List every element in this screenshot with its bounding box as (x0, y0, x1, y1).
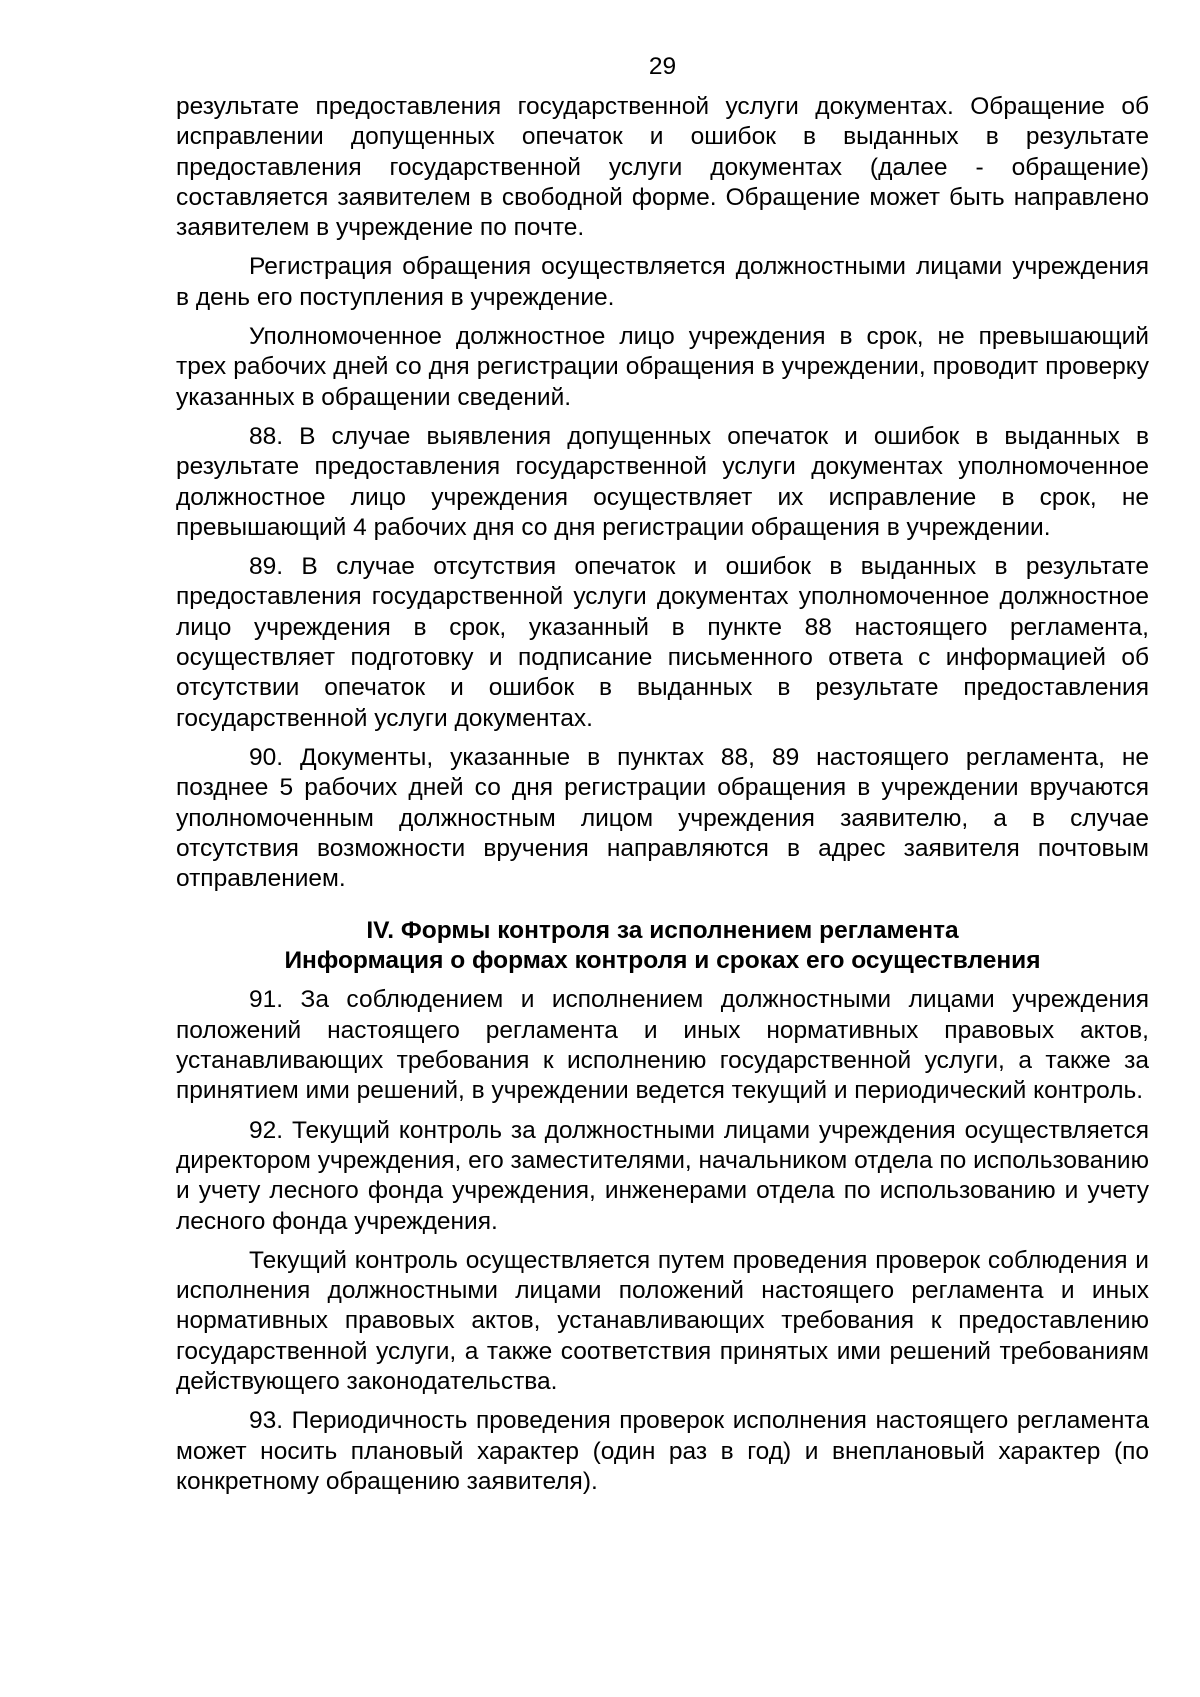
paragraph-92: 92. Текущий контроль за должностными лицами учреждения осуществляется директором учреждения, его заместителями, начальником отдела по использованию и учету лесного фонда учреждения, инженерами отдела по использованию и учету лесного фонда учреждения. (176, 1116, 1149, 1235)
paragraph-93: 93. Периодичность проведения проверок исполнения настоящего регламента может носить плановый характер (один раз в год) и внеплановый характер (по конкретному обращению заявителя). (176, 1407, 1149, 1495)
paragraph-current-control: Текущий контроль осуществляется путем проведения проверок соблюдения и исполнения должностными лицами положений настоящего регламента и иных нормативных правовых актов, устанавливающих требования к предоставлению государственной услуги, а также соответствия принятых ими решений требованиям действующего законодательства. (176, 1246, 1149, 1395)
paragraph-88: 88. В случае выявления допущенных опечаток и ошибок в выданных в результате предоставления государственной услуги документах уполномоченное должностное лицо учреждения осуществляет их исправление в срок, не превышающий 4 рабочих дня со дня регистрации обращения в учреждении. (176, 422, 1149, 541)
paragraph-continuation: результате предоставления государственной услуги документах. Обращение об исправлении допущенных опечаток и ошибок в выданных в результате предоставления государственной услуги документах (далее - обращение) составляется заявителем в свободной форме. Обращение может быть направлено заявителем в учреждение по почте. (176, 93, 1149, 242)
section-title-line2: Информация о формах контроля и сроках его осуществления (284, 947, 1041, 975)
paragraph-verification: Уполномоченное должностное лицо учреждения в срок, не превышающий трех рабочих дней со дня регистрации обращения в учреждении, проводит проверку указанных в обращении сведений. (176, 323, 1149, 411)
paragraph-90: 90. Документы, указанные в пунктах 88, 89 настоящего регламента, не позднее 5 рабочих дней со дня регистрации обращения в учреждении вручаются уполномоченным должностным лицом учреждения заявителю, а в случае отсутствия возможности вручения направляются в адрес заявителя почтовым отправлением. (176, 743, 1149, 893)
section-title-line1: IV. Формы контроля за исполнением регламента (366, 917, 959, 945)
document-page (176, 52, 1149, 1506)
paragraph-91: 91. За соблюдением и исполнением должностными лицами учреждения положений настоящего регламента и иных нормативных правовых актов, устанавливающих требования к исполнению государственной услуги, а также за принятием ими решений, в учреждении ведется текущий и периодический контроль. (176, 986, 1149, 1105)
page-number: 29 (648, 53, 677, 80)
paragraph-registration: Регистрация обращения осуществляется должностными лицами учреждения в день его поступления в учреждение. (176, 253, 1149, 311)
paragraph-89: 89. В случае отсутствия опечаток и ошибок в выданных в результате предоставления государственной услуги документах уполномоченное должностное лицо учреждения в срок, указанный в пункте 88 настоящего регламента, осуществляет подготовку и подписание письменного ответа с информацией об отсутствии опечаток и ошибок в выданных в результате предоставления государственной услуги документах. (176, 553, 1149, 732)
section-heading (176, 916, 1149, 976)
